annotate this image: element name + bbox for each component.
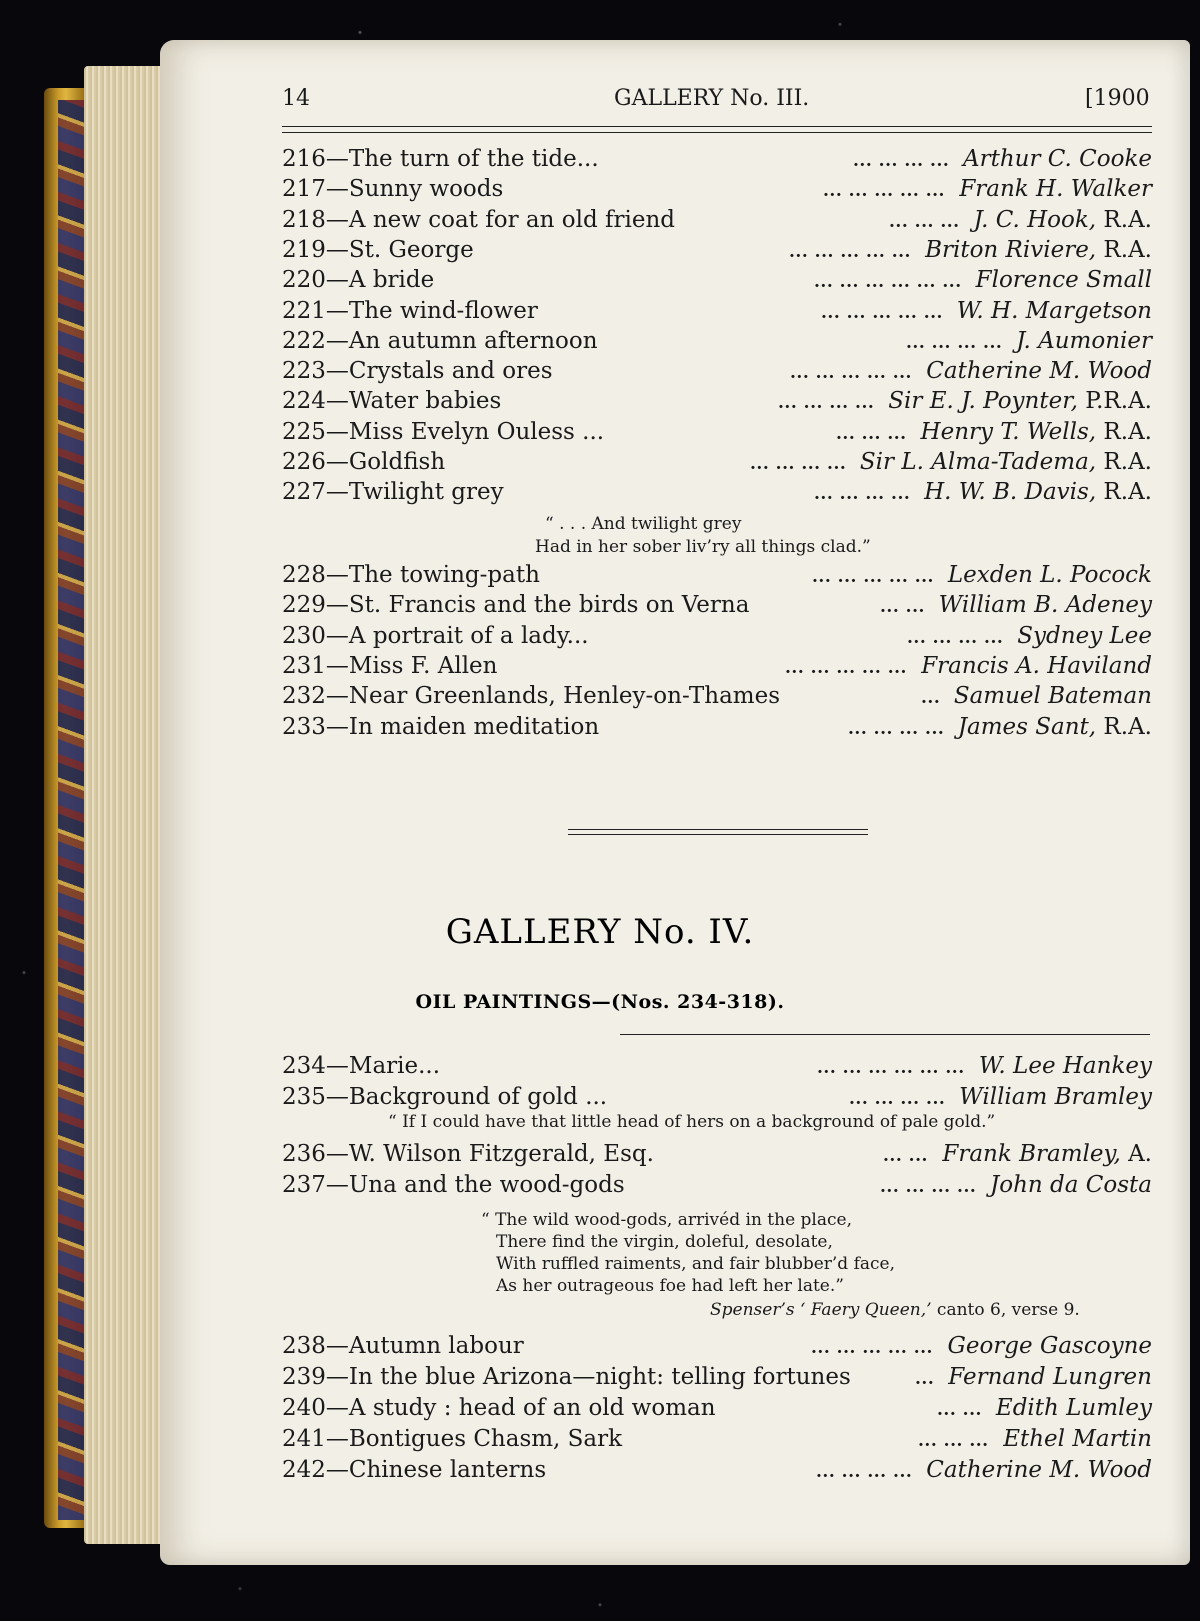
catalogue-entry (282, 358, 1152, 388)
quote-source-title: Spenser’s ‘ Faery Queen,’ (710, 1300, 932, 1320)
quote-line: “ If I could have that little head of hers on a background of pale gold.” (388, 1112, 996, 1132)
entry-title: 236—W. Wilson Fitzgerald, Esq. (282, 1141, 654, 1167)
entry-title: 216—The turn of the tide... (282, 146, 599, 172)
entry-title: 227—Twilight grey (282, 479, 504, 506)
entry-artist (996, 1395, 1152, 1421)
leader-dots: ... ... ... ... (778, 393, 875, 414)
artist-name: Briton Riviere, (925, 236, 1097, 263)
catalogue-entry (282, 562, 1152, 592)
quote-source (710, 1300, 1080, 1320)
entry-title: 238—Autumn labour (282, 1333, 524, 1359)
header-year: [1900 (1085, 86, 1150, 111)
entry-title: 218—A new coat for an old friend (282, 206, 675, 233)
entry-title: 229—St. Francis and the birds on Verna (282, 592, 750, 619)
leader-dots: ... ... ... (836, 423, 907, 444)
artist-name: Sir L. Alma-Tadema, (859, 449, 1097, 475)
artist-name: Frank H. Walker (959, 176, 1152, 203)
catalogue-entry (282, 298, 1152, 328)
catalogue-entry (282, 1426, 1152, 1456)
entry-artist (1016, 328, 1152, 354)
leader-dots: ... ... ... ... (907, 627, 1004, 648)
entry-title: 228—The towing-path (282, 562, 540, 588)
entry-title: 226—Goldfish (282, 449, 446, 475)
artist-name: W. H. Margetson (956, 297, 1152, 324)
leader-dots: ... ... ... ... ... (812, 567, 934, 587)
catalogue-entry (282, 479, 1152, 509)
catalogue-entry (282, 653, 1152, 683)
entry-artist (963, 146, 1152, 172)
entry-title: 233—In maiden meditation (282, 713, 600, 740)
artist-name: H. W. B. Davis, (924, 479, 1097, 506)
artist-name: Arthur C. Cooke (962, 146, 1152, 172)
artist-name: Catherine M. Wood (926, 358, 1152, 385)
entry-artist (958, 714, 1152, 740)
entry-title: 240—A study : head of an old woman (282, 1395, 716, 1421)
leader-dots: ... ... ... ... (906, 332, 1003, 353)
entry-title: 222—An autumn afternoon (282, 327, 598, 354)
catalogue-entry (282, 683, 1152, 713)
artist-name: William B. Adeney (938, 592, 1152, 619)
leader-dots: ... ... ... ... ... (811, 1338, 933, 1358)
leader-dots: ... ... (880, 597, 925, 618)
entry-artist (979, 1053, 1152, 1079)
entry-artist (948, 562, 1152, 588)
entry-artist (959, 1084, 1152, 1110)
entry-artist (926, 358, 1152, 384)
leader-dots: ... (915, 1369, 935, 1389)
entry-title: 237—Una and the wood-gods (282, 1172, 625, 1198)
catalogue-entry (282, 419, 1152, 449)
entry-title: 219—St. George (282, 236, 474, 263)
quote-line: There find the virgin, doleful, desolate, (496, 1232, 833, 1252)
leader-dots: ... ... ... ... ... (823, 181, 945, 202)
artist-title: R.A. (1096, 479, 1152, 506)
entry-artist (990, 1172, 1152, 1198)
artist-name: Sir E. J. Poynter, (888, 388, 1078, 415)
header-rule-top (282, 126, 1152, 127)
catalogue-entry (282, 714, 1152, 744)
catalogue-entry (282, 1084, 1152, 1114)
leader-dots: ... ... ... ... ... (790, 363, 912, 384)
quote-line: “ . . . And twilight grey (545, 514, 742, 534)
entry-artist (1017, 623, 1152, 649)
artist-name: Lexden L. Pocock (947, 562, 1152, 588)
catalogue-entry (282, 388, 1152, 418)
catalogue-entry (282, 1333, 1152, 1363)
page-number: 14 (282, 86, 310, 111)
artist-name: Sydney Lee (1017, 622, 1152, 649)
artist-name: Fernand Lungren (948, 1364, 1152, 1390)
leader-dots: ... ... ... ... ... ... (814, 272, 962, 293)
section-divider-bottom (568, 834, 868, 835)
artist-name: Frank Bramley, (942, 1141, 1121, 1167)
entry-artist (942, 1141, 1152, 1167)
running-title: GALLERY No. III. (614, 86, 810, 111)
entry-title: 234—Marie... (282, 1053, 441, 1079)
leader-dots: ... ... ... ... (750, 454, 847, 474)
entry-artist (921, 419, 1152, 445)
leader-dots: ... ... (937, 1400, 982, 1420)
quote-line: With ruffled raiments, and fair blubber’d face, (496, 1254, 896, 1274)
leader-dots: ... ... ... ... (849, 1089, 946, 1109)
artist-title: R.A. (1096, 449, 1152, 475)
catalogue-entry (282, 267, 1152, 297)
catalogue-entry (282, 449, 1152, 479)
entry-title: 242—Chinese lanterns (282, 1457, 547, 1483)
entry-artist (924, 479, 1152, 505)
quote-line: As her outrageous foe had left her late.” (496, 1276, 844, 1296)
leader-dots: ... ... ... ... ... (785, 657, 907, 678)
artist-name: George Gascoyne (947, 1333, 1152, 1359)
artist-title: R.A. (1096, 418, 1152, 445)
entry-artist (959, 176, 1152, 202)
entry-artist (939, 592, 1152, 618)
entry-artist (948, 1364, 1152, 1390)
catalogue-entry (282, 1457, 1152, 1487)
entry-artist (921, 653, 1152, 679)
artist-title: R.A. (1096, 206, 1152, 233)
entry-artist (888, 388, 1152, 414)
entry-title: 235—Background of gold ... (282, 1084, 608, 1110)
leader-dots: ... ... ... (889, 211, 960, 232)
catalogue-entry (282, 207, 1152, 237)
artist-title: R.A. (1096, 713, 1152, 740)
artist-name: Edith Lumley (995, 1395, 1152, 1421)
artist-name: Samuel Bateman (953, 683, 1152, 710)
entry-title: 239—In the blue Arizona—night: telling fortunes (282, 1364, 851, 1390)
artist-name: Francis A. Haviland (921, 652, 1152, 679)
artist-name: J. C. Hook, (973, 206, 1097, 233)
leader-dots: ... ... ... ... ... ... (817, 1058, 965, 1078)
gallery-iv-title: GALLERY No. IV. (445, 912, 755, 952)
gallery-iv-subtitle: OIL PAINTINGS—(Nos. 234-318). (415, 991, 785, 1013)
leader-dots: ... ... ... ... (814, 484, 911, 505)
catalogue-entry (282, 328, 1152, 358)
leader-dots: ... ... ... ... (816, 1462, 913, 1482)
artist-name: W. Lee Hankey (978, 1053, 1152, 1079)
entry-title: 241—Bontigues Chasm, Sark (282, 1426, 623, 1452)
catalogue-entry (282, 146, 1152, 176)
entry-artist (974, 207, 1152, 233)
leader-dots: ... ... (883, 1146, 928, 1166)
subtitle-rule (620, 1034, 1150, 1035)
entry-artist (954, 683, 1152, 709)
leader-dots: ... ... ... ... ... (821, 302, 943, 323)
catalogue-entry (282, 592, 1152, 622)
catalogue-entry (282, 237, 1152, 267)
leader-dots: ... ... ... ... (853, 151, 950, 171)
section-divider-top (568, 829, 868, 830)
quote-line: Had in her sober liv’ry all things clad.” (535, 537, 871, 557)
leader-dots: ... (921, 688, 941, 709)
entry-artist (947, 1333, 1152, 1359)
entry-artist (860, 449, 1152, 475)
catalogue-entry (282, 1364, 1152, 1394)
artist-name: James Sant, (957, 713, 1097, 740)
artist-title: R.A. (1096, 236, 1152, 263)
entry-artist (926, 1457, 1152, 1483)
entry-artist (925, 237, 1152, 263)
entry-title: 221—The wind-flower (282, 297, 538, 324)
catalogue-entry (282, 1395, 1152, 1425)
quote-source-ref: canto 6, verse 9. (931, 1300, 1080, 1320)
leader-dots: ... ... ... ... (880, 1177, 977, 1197)
leader-dots: ... ... ... (918, 1431, 989, 1451)
catalogue-entry (282, 1053, 1152, 1083)
entry-title: 220—A bride (282, 267, 435, 294)
entry-title: 224—Water babies (282, 388, 502, 415)
artist-name: Florence Small (975, 267, 1152, 294)
artist-name: Catherine M. Wood (926, 1457, 1152, 1483)
entry-artist (976, 267, 1152, 293)
artist-title: P.R.A. (1078, 388, 1152, 415)
catalogue-entry (282, 1172, 1152, 1202)
entry-title: 230—A portrait of a lady... (282, 622, 589, 649)
artist-name: J. Aumonier (1016, 327, 1152, 354)
catalogue-entry (282, 1141, 1152, 1171)
artist-name: Ethel Martin (1003, 1426, 1152, 1452)
entry-title: 217—Sunny woods (282, 176, 504, 203)
catalogue-entry (282, 623, 1152, 653)
leader-dots: ... ... ... ... (848, 718, 945, 739)
entry-title: 225—Miss Evelyn Ouless ... (282, 418, 605, 445)
quote-line: “ The wild wood-gods, arrivéd in the place, (481, 1210, 852, 1230)
header-rule-bottom (282, 132, 1152, 133)
leader-dots: ... ... ... ... ... (789, 241, 911, 262)
entry-title: 232—Near Greenlands, Henley-on-Thames (282, 683, 781, 710)
entry-title: 231—Miss F. Allen (282, 652, 498, 679)
entry-title: 223—Crystals and ores (282, 358, 553, 385)
catalogue-entry (282, 176, 1152, 206)
entry-artist (957, 298, 1152, 324)
artist-name: William Bramley (959, 1084, 1152, 1110)
artist-name: John da Costa (990, 1172, 1152, 1198)
artist-title: A. (1120, 1141, 1152, 1167)
entry-artist (1003, 1426, 1152, 1452)
artist-name: Henry T. Wells, (920, 418, 1097, 445)
